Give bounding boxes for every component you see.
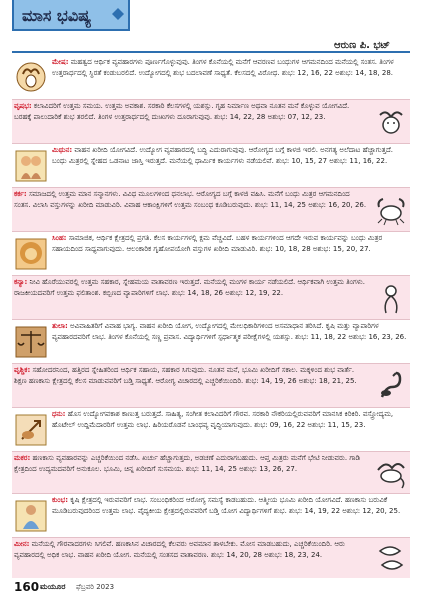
- sign-name: ಕನ್ಯಾ:: [14, 278, 28, 286]
- sign-name: ಕುಂಭ:: [52, 496, 69, 504]
- taurus-bull-icon: [374, 105, 408, 139]
- capricorn-goat-icon: [374, 456, 408, 490]
- page-title: ಮಾಸ ಭವಿಷ್ಯ: [22, 6, 92, 25]
- prediction-text: ನೀವಿ ಹೊರೆಯುವರಲ್ಲಿ ಉತ್ತಮ ಸಹಕಾರ, ಸ್ನೇಹಮಯ ವಾತಾವರಣ ಇರುತ್ತದೆ. ಮನೆಯಲ್ಲಿ ಮಂಗಳ ಕಾರ್ಯ ನಡೆಯಲಿದೆ. ಆರ್ಥಿಕವಾಗಿ ಉತ್ತಮ ತಿಂಗಳು. ರಾಜಕೀಯದವರಿಗೆ ಉತ್ತಮ ಫಲಿತಾಂಶ. ಕಬ್ಬಿಣದ ವ್ಯಾಪಾರಿಗಳಿಗೆ ಲಾಭ. ಶುಭ: 14, 18, 26 ಅಶುಭ: 12, 19, 22.: [14, 278, 365, 297]
- entry-body: [52, 321, 408, 342]
- header-divider: [12, 51, 410, 53]
- leo-lion-icon: [14, 237, 48, 271]
- prediction-text: ಹಣಕಾಸು ವ್ಯವಹಾರವನ್ನು ಎಚ್ಚರಿಕೆಯಿಂದ ನಡೆಸಿ. ಖರ್ಚು ಹೆಚ್ಚಾಗುತ್ತದು, ಅಡಚಣೆ ಎದುರಾಗಬಹುದು. ಆಪ್ತ ಮಿತ್ರರು ಮನೆಗೆ ಭೇಟಿ ನೀಡುವರು. ಗಾಡಿ ಕ್ಷೇತ್ರದಿಂದ ಉದ್ಯಮದವರಿಗೆ ಅನುಕೂಲ. ಭೂಮಿ, ಚಿನ್ನ ಖರೀದಿಗೆ ಸುಸಮಯ. ಶುಭ: 11, 14, 25 ಅಶುಭ: 13, 26, 27.: [14, 454, 361, 473]
- gemini-twins-icon: [14, 149, 48, 183]
- aquarius-waterbearer-icon: [14, 499, 48, 533]
- prediction-text: ಕಲಾವಿದರಿಗೆ ಉತ್ತಮ ಸಮಯ. ಉತ್ತಮ ಅವಕಾಶ. ಸರಕಾರಿ ಕೆಲಸಗಳಲ್ಲಿ ಯಶಸ್ಸು. ಗೃಹ ನಿರ್ಮಾಣ ಅಥವಾ ನೂತನ ಮನೆ ಕೊಳ್ಳುವ ಯೋಗವಿದೆ. ಬರಹಕ್ಕೆ ಪಾಲುದಾರಿಕೆ ಶುಭ ತರಲಿದೆ. ತಿಂಗಳ ಉತ್ತರಾರ್ಧದಲ್ಲಿ ದುಃಖಗಳು ದೂರಾಗುವುವು. ಶುಭ: 14, 22, 28 ಅಶುಭ: 07, 12, 23.: [14, 102, 350, 121]
- horoscope-entry-pisces: [12, 538, 410, 578]
- entry-body: [52, 233, 408, 254]
- scorpio-scorpion-icon: [374, 369, 408, 403]
- sign-name: ಕರ್ಕ:: [14, 190, 27, 198]
- prediction-text: ಮನೆಯಲ್ಲಿ ಗೌರವಾದರಗಳು ಸಿಗಲಿವೆ. ಹಣಕಾಸಿನ ವಿಚಾರದಲ್ಲಿ ಕೆಲವರು ಅವಮಾನ ತಾಳಬೇಕು. ಮೋಸ ಮಾಡಬಹುದು, ಎಚ್ಚರಿಕೆಯಿಂದಿರಿ. ಆರು ವ್ಯವಹಾರದಲ್ಲಿ ಅಧಿಕ ಲಾಭ. ವಾಹನ ಖರೀದಿ ಯೋಗ. ಮನೆಯಲ್ಲಿ ಸಂತಸದ ವಾತಾವರಣ. ಶುಭ: 14, 20, 28 ಅಶುಭ: 18, 23, 24.: [14, 540, 345, 559]
- entry-body: [14, 101, 368, 122]
- horoscope-entry-taurus: [12, 100, 410, 144]
- horoscope-entry-scorpio: [12, 364, 410, 408]
- entry-body: [14, 189, 368, 210]
- sign-name: ಮಿಥುನ:: [52, 146, 73, 154]
- entry-body: [14, 277, 368, 298]
- prediction-text: ಮಹತ್ವದ ಆರ್ಥಿಕ ವ್ಯವಹಾರಗಳು ಪೂರ್ಣಗೊಳ್ಳುವುವು. ತಿಂಗಳ ಕೊನೆಯಲ್ಲಿ ಮನೆಗೆ ಆವರಣವ ಬಂಧುಗಳ ಆಗಮನದಿಂದ ಮನೆಯಲ್ಲಿ ಸಂತಸ. ತಿಂಗಳ ಉತ್ತರಾರ್ಧದಲ್ಲಿ ಸ್ಥಿರತೆ ಕಂಡುಬರಲಿದೆ. ಉದ್ಯೋಗದಲ್ಲಿ ಶುಭ ಬದಲಾವಣೆ ಸಾಧ್ಯತೆ. ಕೆಲಸದಲ್ಲಿ ವಿರೋಧ. ಶುಭ: 12, 16, 22 ಅಶುಭ: 14, 18, 28.: [52, 58, 394, 77]
- horoscope-entry-capricorn: [12, 452, 410, 494]
- sign-name: ಮೀನ:: [14, 540, 30, 548]
- horoscope-entry-virgo: [12, 276, 410, 320]
- horoscope-entry-gemini: [12, 144, 410, 188]
- entry-body: [52, 145, 408, 166]
- horoscope-list: [12, 56, 410, 578]
- aries-ram-icon: [14, 60, 48, 94]
- cancer-crab-icon: [374, 193, 408, 227]
- magazine-name: ಮಯೂರ: [40, 582, 66, 591]
- horoscope-entry-leo: [12, 232, 410, 276]
- entry-body: [52, 495, 408, 516]
- page-number: 160: [14, 580, 40, 594]
- pisces-fish-icon: [374, 541, 408, 575]
- sagittarius-archer-icon: [14, 413, 48, 447]
- sign-name: ಧನು:: [52, 410, 66, 418]
- prediction-text: ಸಮಾಜದಲ್ಲಿ ಉತ್ತಮ ಮಾನ ಸನ್ಮಾನಗಳು. ವಿವಿಧ ಮೂಲಗಳಿಂದ ಧನಲಾಭ. ಆರೋಗ್ಯದ ಬಗ್ಗೆ ಕಾಳಜಿ ವಹಿಸಿ. ಮನೆಗೆ ಬಂಧು ಮಿತ್ರರ ಆಗಮನದಿಂದ ಸಂತಸ. ವಿಲಾಸಿ ವಸ್ತುಗಳನ್ನು ಖರೀದಿ ಮಾಡುವಿರಿ. ವಿವಾಹ ಆಕಾಂಕ್ಷಿಗಳಿಗೆ ಉತ್ತಮ ಸಂಬಂಧ ಕೂಡಿಬರುವುದು. ಶುಭ: 11, 14, 25 ಅಶುಭ: 16, 20, 26.: [14, 190, 367, 209]
- prediction-text: ಸಾಮಾಜಿಕ, ಆರ್ಥಿಕ ಕ್ಷೇತ್ರದಲ್ಲಿ ಪ್ರಗತಿ. ಕೆಲಸ ಕಾರ್ಯಗಳಲ್ಲಿ ಕ್ಷಮ ವೆಚ್ಚವಿದೆ. ಬಹಳ ಕಾರ್ಯಗಳಿಂದ ಆಗದೇ ಇರುವ ಕಾರ್ಯವನ್ನು ಬಂಧು ಮಿತ್ರರ ಸಹಾಯದಿಂದ ಸಾಧ್ಯವಾಗುವುದು. ಆಲಂಕಾರಿಕ ಗೃಹೋಪಯೋಗಿ ವಸ್ತುಗಳ ಖರೀದಿ ಮಾಡುವಿರಿ. ಶುಭ: 10, 18, 28 ಅಶುಭ: 15, 20, 27.: [52, 234, 383, 253]
- prediction-text: ಅವಿವಾಹಿತರಿಗೆ ವಿವಾಹ ಭಾಗ್ಯ. ವಾಹನ ಖರೀದಿ ಯೋಗ, ಉದ್ಯೋಗದಲ್ಲಿ ಮೇಲಧಿಕಾರಿಗಳಿಂದ ಅಸಮಾಧಾನ ತರಿಸಿದೆ. ಕೃಷಿ ಮತ್ತು ವ್ಯಾಪಾರಿಗಳ ವ್ಯವಹಾರದವರಿಗೆ ಲಾಭ. ತಿಂಗಳ ಕೊನೆಯಲ್ಲಿ ಸಣ್ಣ ಪ್ರವಾಸ. ವಿದ್ಯಾರ್ಥಿಗಳಿಗೆ ಸ್ಪರ್ಧಾತ್ಮಕ ಪರೀಕ್ಷೆಗಳಲ್ಲಿ ಯಶಸ್ಸು. ಶುಭ: 11, 18, 22 ಅಶುಭ: 16, 23, 26.: [52, 322, 407, 341]
- prediction-text: ಕೃಷಿ ಕ್ಷೇತ್ರದಲ್ಲಿ ಇರುವವರಿಗೆ ಲಾಭ. ಸಂಬಂಧಿಕರಿಂದ ಆರೋಗ್ಯ ಸಮಸ್ಯೆ ಕಾಡಬಹುದು. ಆತ್ಮೀಯ ಭೂಮಿ ಖರೀದಿ ಯೋಗವಿದೆ. ಹಣಕಾಸು ಬರುವಿಕೆ ಮೂಡಿಬರುವುದರಿಂದ ಉತ್ತಮ ಲಾಭ. ವೈದ್ಯಕೀಯ ಕ್ಷೇತ್ರದಲ್ಲಿರುವವರಿಗೆ ಬಡ್ತಿ ಯೋಗ ವಿದ್ಯಾರ್ಥಿಗಳಿಗೆ ಶುಭ. ಶುಭ: 14, 19, 22 ಅಶುಭ: 12, 20, 25.: [52, 496, 401, 515]
- sign-name: ಮಕರ:: [14, 454, 31, 462]
- entry-body: [14, 453, 368, 474]
- diamond-ornament-icon: [112, 8, 124, 20]
- header: [0, 0, 422, 36]
- sign-name: ಮೇಷ:: [52, 58, 69, 66]
- horoscope-entry-sagittarius: [12, 408, 410, 452]
- sign-name: ಸಿಂಹ:: [52, 234, 67, 242]
- entry-body: [52, 57, 408, 78]
- entry-body: [14, 365, 368, 386]
- entry-body: [14, 539, 368, 560]
- prediction-text: ಸಹೋದರನಿಂದ, ಹತ್ತಿರದ ಸ್ನೇಹಿತರಿಂದ ಆರ್ಥಿಕ ಸಹಾಯ, ಸಹಕಾರ ಸಿಗುವುದು. ನೂತನ ಮನೆ, ಭೂಮಿ ಖರೀದಿಗೆ ಸಕಾಲ. ಮಕ್ಕಳಿಂದ ಶುಭ ವಾರ್ತೆ. ಶಿಕ್ಷಣ ಹಣಕಾಸು ಕ್ಷೇತ್ರದಲ್ಲಿ ಕೆಲಸ ಮಾಡುವವರಿಗೆ ಬಡ್ತಿ ಸಾಧ್ಯತೆ. ಆರೋಗ್ಯ ವಿಚಾರದಲ್ಲಿ ಎಚ್ಚರಿಕೆಯಿಂದಿರಿ. ಶುಭ: 14, 19, 26 ಅಶುಭ: 18, 21, 25.: [14, 366, 357, 385]
- entry-body: [52, 409, 408, 430]
- libra-scales-icon: [14, 325, 48, 359]
- prediction-text: ಹೊಸ ಉದ್ಯೋಗವಕಾಶ ಕಾಣುತ್ತ ಬರುತ್ತದೆ. ಸಾಹಿತ್ಯ, ಸಂಗೀತ ಕಲಾವಿದರಿಗೆ ಗೌರವ. ಸರಕಾರಿ ನೌಕರಿಯಲ್ಲಿರುವವರಿಗೆ ಮಾನಸಿಕ ಕಿರಿಕಿರಿ. ವಸ್ತ್ರೋದ್ಯಮ, ಹೊಟೇಲ್ ಉದ್ದಿಮೆದಾರರಿಗೆ ಉತ್ತಮ ಲಾಭ. ಹಿರಿಯರೊಡನೆ ಬಾಂಧವ್ಯ ವೃದ್ಧಿಯಾಗುವುದು. ಶುಭ: 09, 16, 22 ಅಶುಭ: 11, 15, 23.: [52, 410, 394, 429]
- sign-name: ತುಲಾ:: [52, 322, 68, 330]
- prediction-text: ವಾಹನ ಖರೀದಿ ಯೋಗವಿದೆ. ಉದ್ಯೋಗ ವ್ಯವಹಾರದಲ್ಲಿ ಬದ್ಧಿ ಎದುರಾಗುವುವು. ಆರೋಗ್ಯದ ಬಗ್ಗೆ ಕಾಳಜಿ ಇರಲಿ. ಅನಗತ್ಯ ಅಲೆದಾಟ ಹೆಚ್ಚಾಗುತ್ತದೆ. ಬಂಧು ಮಿತ್ರರಲ್ಲಿ ಸ್ನೇಹದ ಒಡನಾಟ ಜಾಸ್ತಿ ಇರುತ್ತದೆ. ಮನೆಯಲ್ಲಿ ಧಾರ್ಮಿಕ ಕಾರ್ಯಗಳು ನಡೆಯಲಿವೆ. ಶುಭ: 10, 15, 27 ಅಶುಭ: 11, 16, 22.: [52, 146, 393, 165]
- horoscope-entry-cancer: [12, 188, 410, 232]
- sign-name: ವೃಷಭ:: [14, 102, 32, 110]
- virgo-maiden-icon: [374, 281, 408, 315]
- horoscope-entry-aquarius: [12, 494, 410, 538]
- horoscope-entry-aries: [12, 56, 410, 100]
- sign-name: ವೃಶ್ಚಿಕ:: [14, 366, 31, 374]
- horoscope-entry-libra: [12, 320, 410, 364]
- author-name: ಆರುಣ ಪಿ. ಭಟ್: [334, 40, 390, 51]
- issue-month: ಫೆಬ್ರವರಿ 2023: [76, 583, 115, 591]
